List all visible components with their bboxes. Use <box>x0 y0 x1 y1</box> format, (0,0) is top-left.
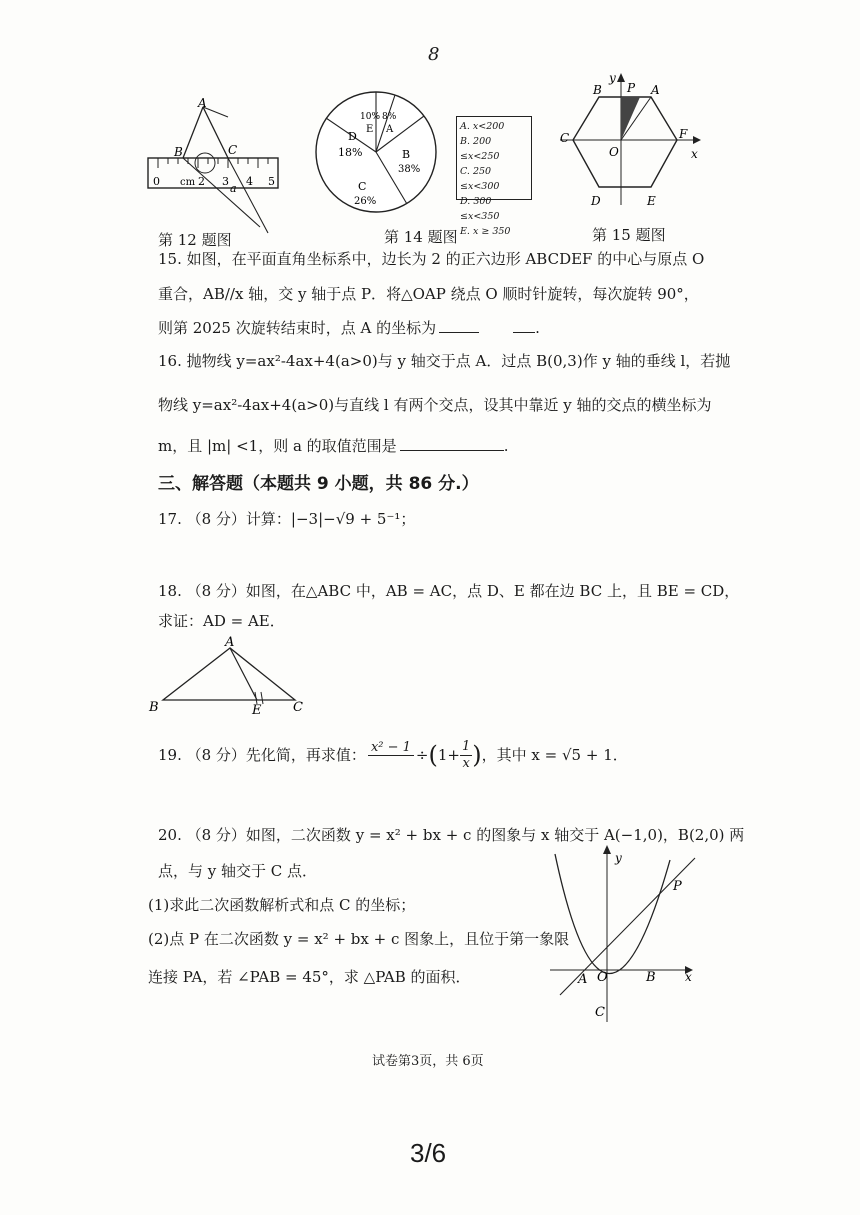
q19-suffix: ，其中 x = √5 + 1． <box>481 746 628 764</box>
hex-label-x: x <box>691 147 698 161</box>
q19-paren-open: ( <box>428 740 438 769</box>
q16-line-2: 物线 y=ax²-4ax+4(a>0)与直线 l 有两个交点，设其中靠近 y 轴的交点的横坐标为 <box>158 396 712 414</box>
q18-label-c: C <box>293 700 303 715</box>
hex-label-b: B <box>593 83 602 97</box>
pie-label-c: C <box>358 180 367 193</box>
pie-label-d: D <box>348 130 357 143</box>
q20-label-o: O <box>597 970 608 985</box>
ruler-tick-0: 0 <box>153 175 160 188</box>
q15-line-3: 则第 2025 次旋转结束时，点 A 的坐标为 . <box>158 319 540 337</box>
q20-label-c: C <box>595 1005 605 1020</box>
q19-inner-den: x <box>462 755 470 771</box>
figure-12 <box>140 95 290 240</box>
q18-label-e: E <box>252 703 262 716</box>
pie-pct-a: 8% <box>382 112 397 122</box>
pie-pct-b: 38% <box>398 164 421 175</box>
q16-line-3-text: m，且 |m| <1，则 a 的取值范围是 <box>158 437 397 455</box>
q15-line-2: 重合，AB//x 轴，交 y 轴于点 P．将△OAP 绕点 O 顺时针旋转，每次旋转 90°， <box>158 285 699 303</box>
pie-pct-e: 10% <box>360 112 381 122</box>
q20-part-1: (1)求此二次函数解析式和点 C 的坐标； <box>148 896 416 914</box>
q20-label-b: B <box>646 970 656 985</box>
q20-part-3: 连接 PA，若 ∠PAB = 45°，求 △PAB 的面积． <box>148 968 471 986</box>
legend-item-e: E. x ≥ 350 <box>460 226 511 237</box>
q16-line-1: 16. 抛物线 y=ax²-4ax+4(a>0)与 y 轴交于点 A．过点 B(0,3)作 y 轴的垂线 l，若抛 <box>158 352 731 370</box>
q18-line-1: 18. （8 分）如图，在△ABC 中，AB = AC，点 D、E 都在边 BC 上，且 BE = CD， <box>158 582 740 600</box>
q20-label-x: x <box>685 970 692 984</box>
fig15-caption: 第 15 题图 <box>592 226 666 244</box>
q15-answer-blank-2[interactable] <box>513 318 535 333</box>
section-3-heading: 三、解答题（本题共 9 小题，共 86 分.） <box>158 474 479 494</box>
fig12-caption: 第 12 题图 <box>158 231 232 249</box>
hex-label-a: A <box>651 83 660 97</box>
pie-pct-c: 26% <box>354 196 377 207</box>
fig12-label-a-point: A <box>198 96 207 110</box>
q20-label-p: P <box>673 879 682 894</box>
q20-label-a: A <box>578 972 588 987</box>
q17: 17. （8 分）计算：|−3|−√9 + 5⁻¹； <box>158 510 416 528</box>
hex-label-c: C <box>560 131 570 145</box>
q19-div-sign: ÷ <box>415 746 429 764</box>
pie-label-a: A <box>386 124 394 135</box>
hex-label-d: D <box>591 194 601 208</box>
q15-line-1: 15. 如图，在平面直角坐标系中，边长为 2 的正六边形 ABCDEF 的中心与原点 O <box>158 250 705 268</box>
legend-item-b: B. 200 ≤x<250 <box>460 136 500 162</box>
q19-fraction-main <box>368 740 414 771</box>
q20-parabola-figure <box>545 840 705 1030</box>
q20-label-y: y <box>615 851 622 865</box>
page-footer: 试卷第3页，共 6页 <box>372 1054 484 1069</box>
hex-label-f: F <box>679 127 688 141</box>
q20-line-1: 20. （8 分）如图，二次函数 y = x² + bx + c 的图象与 x 轴交于 A(−1,0)，B(2,0) 两 <box>158 826 745 844</box>
figure-14-pie <box>314 86 438 218</box>
q19-one-plus: 1+ <box>437 746 460 764</box>
q18-label-a: A <box>225 635 235 650</box>
fig14-legend <box>456 116 532 237</box>
ruler-tick-5: 5 <box>268 175 275 188</box>
pie-pct-d: 18% <box>338 146 363 159</box>
figure-15-hexagon <box>555 70 705 212</box>
q15-line-3-text: 则第 2025 次旋转结束时，点 A 的坐标为 <box>158 319 437 337</box>
legend-item-c: C. 250 ≤x<300 <box>460 166 500 192</box>
legend-item-a: A. x<200 <box>460 121 505 132</box>
pie-label-e: E <box>366 124 374 135</box>
q19-paren-close: ) <box>472 740 482 769</box>
q19-prefix: 19. （8 分）先化简，再求值： <box>158 746 366 764</box>
ruler-tick-2: 2 <box>198 175 205 188</box>
q19-inner-num: 1 <box>462 738 471 754</box>
ruler-tick-4: 4 <box>246 175 253 188</box>
page-number: 3/6 <box>410 1138 447 1168</box>
fig12-label-c: C <box>228 143 238 157</box>
q15-answer-blank-1[interactable] <box>439 318 479 333</box>
q16-answer-blank[interactable] <box>400 436 504 451</box>
fig12-label-alpha: a <box>230 182 237 195</box>
q20-part-2: (2)点 P 在二次函数 y = x² + bx + c 图象上，且位于第一象限 <box>148 930 570 948</box>
q18-label-b: B <box>149 700 159 715</box>
q19-numerator: x² − 1 <box>368 740 414 757</box>
header-mark: 8 <box>428 44 440 65</box>
q19 <box>158 732 628 778</box>
q18-triangle-figure <box>145 634 310 716</box>
q20-line-2: 点，与 y 轴交于 C 点． <box>158 862 318 880</box>
legend-item-d: D. 300 ≤x<350 <box>460 196 500 222</box>
hex-label-o: O <box>609 145 619 159</box>
fig12-label-b: B <box>174 145 183 159</box>
hex-label-y: y <box>609 71 616 85</box>
ruler-tick-cm: cm <box>180 177 196 188</box>
q18-line-2: 求证：AD = AE． <box>158 612 285 630</box>
fig14-caption: 第 14 题图 <box>384 228 458 246</box>
hex-label-e: E <box>647 194 656 208</box>
q16-line-3: m，且 |m| <1，则 a 的取值范围是 . <box>158 437 509 455</box>
hex-label-p: P <box>627 81 636 95</box>
q19-fraction-inner <box>460 739 472 771</box>
ruler-tick-3: 3 <box>222 175 229 188</box>
pie-label-b: B <box>402 148 411 161</box>
